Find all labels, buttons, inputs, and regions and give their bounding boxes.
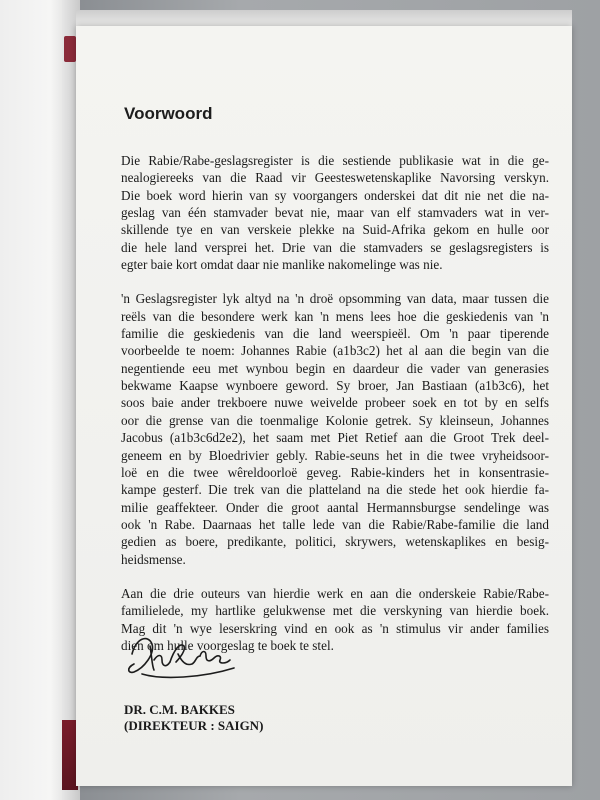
text-line: Aan die drie outeurs van hierdie werk en aan die onderskeie Rabie/Rabe-: [121, 585, 549, 601]
text-line: negentiende eeu met wynbou begin en daardeur die vader van generasies: [121, 360, 549, 376]
text-line: voorbeelde te noem: Johannes Rabie (a1b3c2) het al aan die begin van die: [121, 343, 549, 359]
text-line: egter baie kort omdat daar nie manlike nakomelinge was nie.: [121, 257, 443, 273]
text-line: dien om hulle voorgeslag te boek te stel.: [121, 637, 334, 653]
foreword-page: [76, 26, 572, 786]
text-line: Die boek word hierin van sy voorgangers onderskei dat dit nie net die na-: [121, 187, 549, 203]
text-line: heidsmense.: [121, 551, 186, 567]
signatory-name: DR. C.M. BAKKES: [124, 702, 235, 717]
text-line: Die Rabie/Rabe-geslagsregister is die sestiende publikasie wat in die ge-: [121, 153, 549, 168]
signatory: [124, 702, 263, 734]
text-line: die hele land versprei het. Drie van die stamvaders se geslagsregisters is: [121, 239, 549, 255]
handwritten-signature: [122, 624, 242, 682]
page-title: Voorwoord: [124, 104, 213, 123]
text-line: milie geaffekteer. Onder die groot aantal Hermannsburgse sendelinge was: [121, 499, 549, 515]
text-line: Jacobus (a1b3c6d2e2), het saam met Piet Retief aan die Groot Trek deel-: [121, 430, 549, 446]
page-stack-edge: [76, 10, 572, 26]
text-line: bekwame Kaapse wynboere geword. Sy broer, Jan Bastiaan (a1b3c6), het: [121, 378, 549, 394]
text-line: skillende tye en van verskeie plekke na Suid-Afrika gekom en hulle oor: [121, 222, 549, 238]
text-line: geneem en by Bloedrivier gebly. Rabie-seuns het in die twee vryheidsoor-: [121, 447, 549, 463]
text-line: reëls van die besondere werk kan 'n mens lees hoe die geskiedenis van 'n: [121, 308, 549, 324]
foreword-body: [121, 152, 549, 671]
paragraph: [121, 290, 549, 568]
text-line: ook 'n Rabe. Daarnaas het talle lede van die Rabie/Rabe-familie die land: [121, 516, 549, 532]
text-line: nealogiereeks van die Raad vir Geesteswetenskaplike Navorsing verskyn.: [121, 170, 549, 186]
text-line: familielede, my hartlike gelukwense met die verskyning van hierdie boek.: [121, 603, 549, 619]
text-line: Mag dit 'n wye leserskring vind en ook as 'n stimulus vir ander families: [121, 620, 549, 636]
text-line: familie die geskiedenis van die land weerspieël. Om 'n paar tiperende: [121, 326, 549, 342]
signatory-title: (DIREKTEUR : SAIGN): [124, 718, 264, 733]
text-line: loë en die twee wêreldoorloë geveg. Rabie-kinders het in konsentrasie-: [121, 464, 549, 480]
text-line: gedien as boere, predikante, politici, skrywers, wetenskaplikes en besig-: [121, 534, 549, 550]
text-line: soos baie ander trekboere nuwe weivelde probeer soek en tot by en selfs: [121, 395, 549, 411]
text-line: 'n Geslagsregister lyk altyd na 'n droë opsomming van data, maar tussen die: [121, 291, 549, 307]
paragraph: [121, 152, 549, 273]
text-line: kampe gesterf. Die trek van die platteland na die stede het ook hierdie fa-: [121, 482, 549, 498]
text-line: geslag van één stamvader bevat nie, maar van elf stamvaders wat in ver-: [121, 205, 549, 221]
text-line: oor die grense van die toenmalige Kolonie getrek. Sy kleinseun, Johannes: [121, 412, 549, 428]
spine-binding-top: [64, 36, 76, 62]
